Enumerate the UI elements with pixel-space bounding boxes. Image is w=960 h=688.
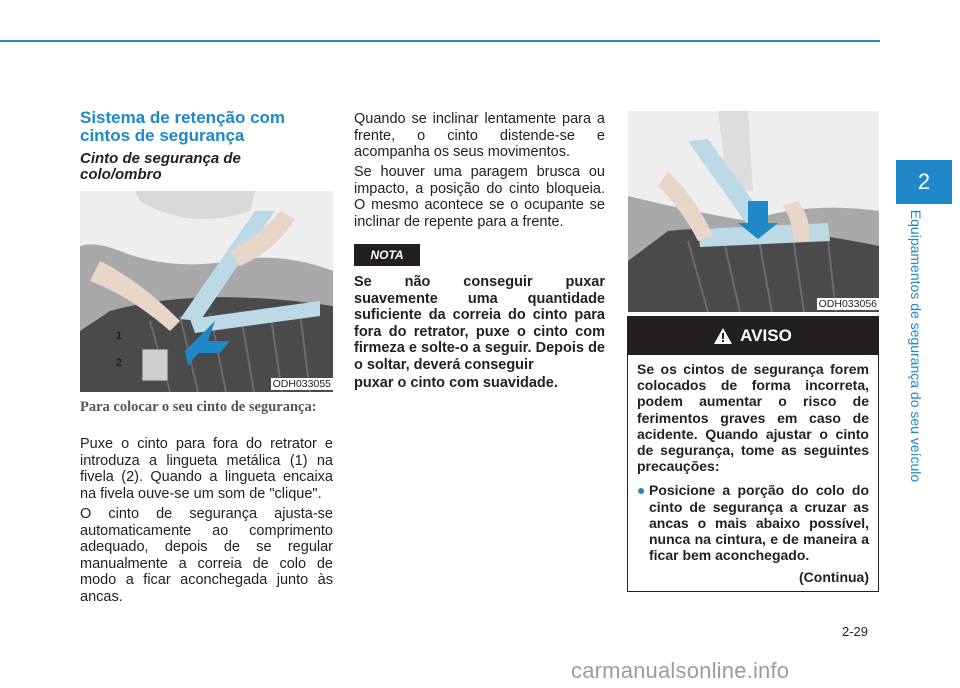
page-number: 2-29 (842, 624, 869, 639)
header-rule (0, 40, 880, 42)
image-code: ODH033056 (818, 298, 877, 310)
warning-bullet-text: Posicione a porção do colo do cinto de segurança a cruzar as ancas o mais abaixo possível, nunca na cintura, e de maneira a ficar bem aconchegado. (649, 482, 869, 564)
paragraph: O cinto de segurança ajusta-se automaticamente ao comprimento adequado, depois de se regular manualmente a correia de colo de modo a ficar aconchegada junto às ancas. (80, 506, 333, 605)
note-text: Se não conseguir puxar suavemente uma quantidade suficiente da correia do cinto para fora do retrator, puxe o cinto com firmeza e solte-o a seguir. Depois de o soltar, deverá conseguir (354, 274, 605, 373)
warning-triangle-icon (714, 328, 732, 344)
note-label: NOTA (354, 244, 420, 266)
warning-header (628, 317, 878, 355)
seatbelt-illustration-1 (80, 191, 333, 392)
callout-1: 1 (116, 330, 123, 342)
warning-title: AVISO (740, 326, 792, 345)
instruction-heading: Para colocar o seu cinto de segurança: (80, 399, 317, 415)
warning-box (627, 316, 879, 592)
seatbelt-illustration-2 (628, 111, 879, 312)
paragraph: Se houver uma paragem brusca ou impacto, a posição do cinto bloqueia. O mesmo acontece se o ocupante se inclinar de repente para a frente. (354, 164, 605, 230)
paragraph: Puxe o cinto para fora do retrator e introduza a lingueta metálica (1) na fivela (2). Quando a lingueta encaixa na fivela ouve-se um som de "clique". (80, 436, 333, 502)
sub-heading: Cinto de segurança de colo/ombro (80, 150, 241, 183)
image-code: ODH033055 (272, 378, 331, 390)
watermark: carmanualsonline.info (571, 658, 790, 683)
warning-intro: Se os cintos de segurança forem colocados de forma incorreta, podem aumentar o risco de ferimentos graves em caso de acidente. Quando ajustar o cinto de segurança, tome as seguintes precauções: (637, 361, 869, 475)
section-heading: Sistema de retenção com cintos de segurança (80, 108, 286, 145)
continued-label: (Continua) (799, 569, 869, 586)
paragraph: Quando se inclinar lentamente para a frente, o cinto distende-se e acompanha os seus movimentos. (354, 111, 605, 161)
chapter-title-vertical (906, 210, 928, 490)
chapter-title: Equipamentos de segurança do seu veículo (908, 209, 924, 483)
warning-bullet (637, 482, 869, 563)
bullet-icon: ● (637, 482, 646, 499)
chapter-tab: 2 (896, 160, 952, 204)
note-text-continued: puxar o cinto com suavidade. (354, 375, 558, 391)
callout-2: 2 (116, 357, 123, 369)
